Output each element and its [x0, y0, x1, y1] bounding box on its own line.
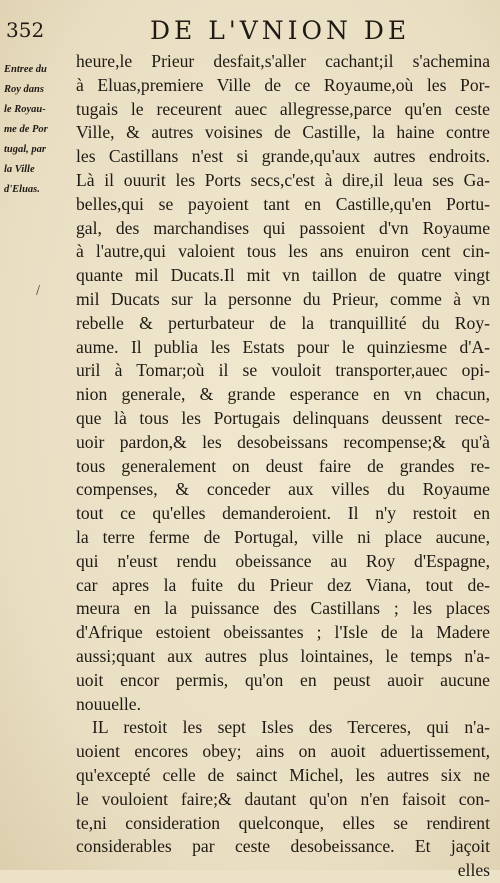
text-line: aussi;quant aux autres plus lointaines, le temps n'a- — [76, 645, 490, 666]
text-line: meura en la puissance des Castillans ; les places — [76, 598, 490, 619]
text-line: la terre ferme de Portugal, ville ni place aucune, — [76, 526, 490, 547]
margin-note-line: tugal, par — [4, 144, 47, 155]
text-line: les Castillans n'est si grande,qu'aux autres endroits. — [76, 146, 490, 167]
text-line: rebelle & perturbateur de la tranquillité du Roy- — [76, 312, 490, 333]
text-line: uoient encores obey; ains on auoit aduertissement, — [76, 741, 490, 762]
text-line: quante mil Ducats.Il mit vn taillon de quatre vingt — [76, 265, 490, 286]
text-line: heure,le Prieur desfait,s'aller cachant;il s'achemina — [76, 51, 490, 71]
catchword: elles — [457, 860, 490, 881]
text-line: Ville, & autres voisines de Castille, la haine contre — [76, 122, 490, 143]
margin-note-line: d'Eluas. — [4, 184, 40, 195]
page-number: 352 — [6, 18, 45, 42]
text-line: tout ce qu'elles demanderoient. Il n'y restoit en — [76, 503, 490, 524]
text-line: IL restoit les sept Isles des Terceres, qui n'a- — [92, 717, 490, 738]
text-line: uoit encor permis, qu'on en peust auoir aucune — [76, 669, 490, 690]
margin-note-line: la Ville — [4, 164, 35, 175]
text-line: car apres la fuite du Prieur dez Viana, tout de- — [76, 574, 490, 595]
text-line: mil Ducats sur la personne du Prieur, comme à vn — [76, 288, 490, 309]
margin-note-line: Entree du — [4, 64, 47, 75]
text-line: considerables par ceste desobeissance. Et jaçoit — [76, 836, 490, 857]
margin-note-line: me de Por — [4, 124, 48, 135]
running-head: DE L'VNION DE — [150, 16, 411, 45]
text-line: tugais le receurent auec allegresse,parce qu'en ceste — [76, 98, 490, 119]
margin-note-line: le Royau- — [4, 104, 46, 115]
text-line: nion generale, & grande esperance en vn chacun, — [76, 384, 490, 405]
margin-note — [4, 60, 70, 200]
text-line: gal, des marchandises qui passoient d'vn Royaume — [76, 217, 490, 238]
text-line: uril à Tomar;où il se vouloit transporter,auec opi- — [76, 360, 490, 381]
text-line: Là il ouurit les Ports secs,c'est à dire,il leua ses Ga- — [76, 169, 490, 190]
text-line: belles,qui se payoient tant en Castille,qu'en Portu- — [76, 193, 490, 214]
text-line: d'Afrique estoient obeissantes ; l'Isle de la Madere — [76, 622, 490, 643]
text-line: tous generalement on deust faire de grandes re- — [76, 455, 490, 476]
margin-stray-mark: / — [36, 283, 41, 297]
text-line: compenses, & conceder aux villes du Royaume — [76, 479, 490, 500]
text-line: à Eluas,premiere Ville de ce Royaume,où les Por- — [76, 74, 490, 95]
text-line: que là tous les Portugais delinquans deussent rece- — [76, 407, 490, 428]
text-line: à l'autre,qui valoient tous les ans enuiron cent cin- — [76, 241, 490, 262]
text-line: uoir pardon,& les desobeissans recompense;& qu'à — [76, 431, 490, 452]
text-line: nouuelle. — [76, 693, 141, 714]
text-line: qu'excepté celle de sainct Michel, les autres six ne — [76, 764, 490, 785]
text-line: aume. Il publia les Estats pour le quinziesme d'A- — [76, 336, 490, 357]
text-line: qui n'eust rendu obeissance au Roy d'Espagne, — [76, 550, 490, 571]
text-line: le vouloient faire;& dautant qu'on n'en faisoit con- — [76, 788, 490, 809]
text-line: te,ni consideration quelconque, elles se rendirent — [76, 812, 490, 833]
margin-note-line: Roy dans — [4, 84, 44, 95]
body-text — [76, 50, 490, 883]
